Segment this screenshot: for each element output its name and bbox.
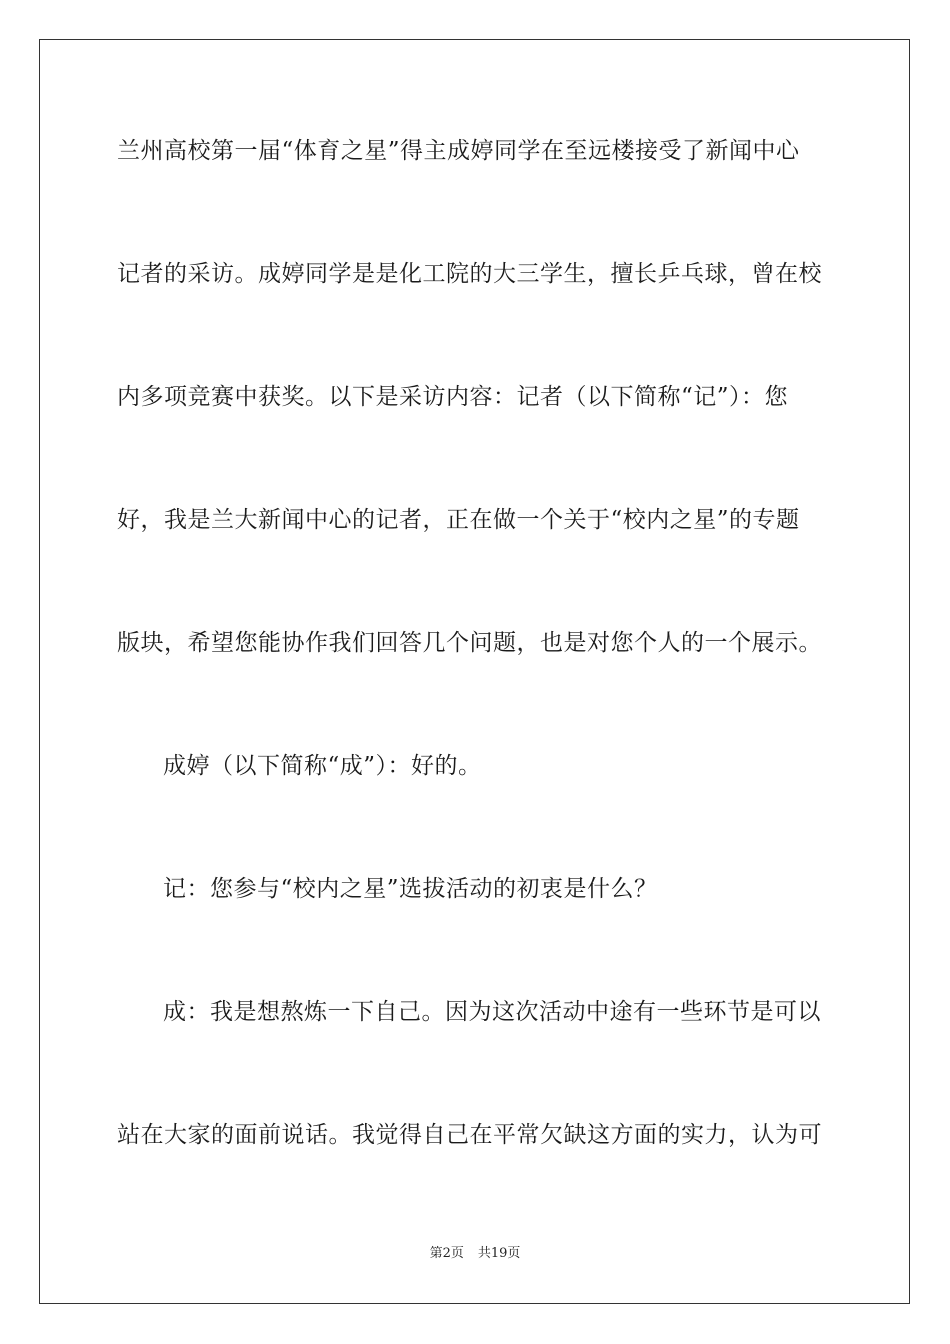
- paragraph-line: 成：我是想熬炼一下自己。因为这次活动中途有一些环节是可以: [163, 999, 821, 1025]
- paragraph-line: 成婷（以下简称“成”）：好的。: [163, 753, 482, 779]
- paragraph-line: 兰州高校第一届“体育之星”得主成婷同学在至远楼接受了新闻中心: [117, 138, 800, 164]
- paragraph-line: 好，我是兰大新闻中心的记者，正在做一个关于“校内之星”的专题: [117, 507, 800, 533]
- page-footer: [0, 1245, 950, 1263]
- page-border: [39, 39, 910, 1304]
- paragraph-line: 内多项竞赛中获奖。以下是采访内容：记者（以下简称“记”）：您: [117, 384, 789, 410]
- page-total: 共19页: [477, 1246, 521, 1261]
- paragraph-line: 站在大家的面前说话。我觉得自己在平常欠缺这方面的实力，认为可: [117, 1122, 822, 1148]
- page-number: 第2页: [429, 1246, 464, 1261]
- paragraph-line: 记：您参与“校内之星”选拔活动的初衷是什么？: [163, 876, 658, 902]
- paragraph-line: 记者的采访。成婷同学是是化工院的大三学生，擅长乒乓球，曾在校: [117, 261, 822, 287]
- paragraph-line: 版块，希望您能协作我们回答几个问题，也是对您个人的一个展示。: [117, 630, 822, 656]
